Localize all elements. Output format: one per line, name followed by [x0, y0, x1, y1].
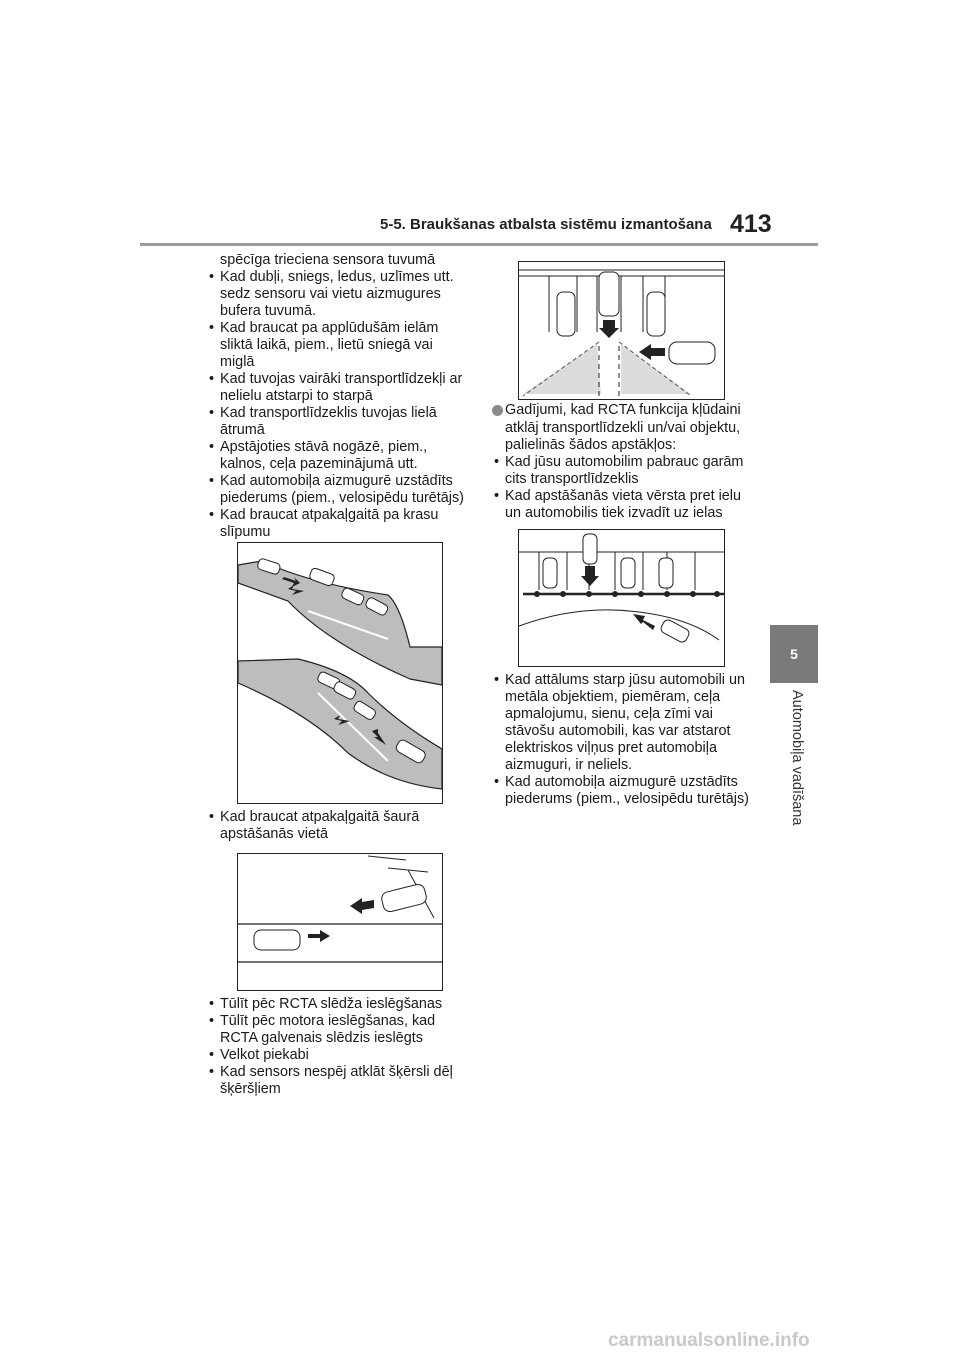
- list-item: • Kad braucat pa applūdušām ielām: [208, 320, 478, 337]
- list-item: • Kad jūsu automobilim pabrauc garām: [493, 454, 768, 471]
- list-item: • Kad automobiļa aizmugurē uzstādīts: [493, 774, 768, 791]
- text-line: spēcīga trieciena sensora tuvumā: [220, 252, 436, 268]
- chapter-number: 5: [790, 646, 798, 662]
- text-line: un automobilis tiek izvadīt uz ielas: [505, 505, 723, 521]
- list-item: • Velkot piekabi: [208, 1047, 478, 1064]
- text-line: palielinās šādos apstākļos:: [505, 437, 677, 453]
- right-text-block-1: [493, 402, 768, 522]
- text-line: nelielu atstarpi to starpā: [220, 388, 373, 404]
- left-text-block-3: [208, 996, 478, 1098]
- text-line: piederums (piem., velosipēdu turētājs): [505, 791, 749, 807]
- list-item: • Kad braucat atpakaļgaitā pa krasu: [208, 507, 478, 524]
- list-item: • Kad sensors nespēj atklāt šķērsli dēļ: [208, 1064, 478, 1081]
- list-item: • Kad braucat atpakaļgaitā šaurā: [208, 809, 478, 826]
- right-text-block-2: [493, 672, 768, 808]
- text-line: sedz sensoru vai vietu aizmugures: [220, 286, 441, 302]
- left-text-block-1: [208, 252, 478, 541]
- figure-parking-lot: [518, 261, 725, 400]
- text-line: cits transportlīdzeklis: [505, 471, 639, 487]
- list-item: • Kad automobiļa aizmugurē uzstādīts: [208, 473, 478, 490]
- text-line: bufera tuvumā.: [220, 303, 316, 319]
- list-item: • Kad transportlīdzeklis tuvojas lielā: [208, 405, 478, 422]
- text-line: apstāšanās vietā: [220, 826, 329, 842]
- chapter-label: Automobiļa vadīšana: [789, 690, 805, 826]
- section-title: 5-5. Braukšanas atbalsta sistēmu izmantošana: [380, 216, 712, 233]
- header-divider: [140, 243, 818, 246]
- text-line: kalnos, ceļa pazeminājumā utt.: [220, 456, 418, 472]
- list-item: • Kad attālums starp jūsu automobili un: [493, 672, 768, 689]
- text-line: metāla objektiem, piemēram, ceļa: [505, 689, 721, 705]
- text-line: ātrumā: [220, 422, 265, 438]
- list-item: • Tūlīt pēc RCTA slēdža ieslēgšanas: [208, 996, 478, 1013]
- text-line: slīpumu: [220, 524, 271, 540]
- list-item: • Kad tuvojas vairāki transportlīdzekļi ar: [208, 371, 478, 388]
- list-item: • Kad dubļi, sniegs, ledus, uzlīmes utt.: [208, 269, 478, 286]
- watermark: carmanualsonline.info: [608, 1330, 810, 1351]
- text-line: elektriskos viļņus pret automobiļa: [505, 740, 717, 756]
- page-number: 413: [730, 210, 772, 238]
- list-item: Gadījumi, kad RCTA funkcija kļūdaini: [493, 402, 768, 419]
- list-item: • Tūlīt pēc motora ieslēgšanas, kad: [208, 1013, 478, 1030]
- text-line: piederums (piem., velosipēdu turētājs): [220, 490, 464, 506]
- text-line: stāvošu automobili, kas var atstarot: [505, 723, 731, 739]
- left-text-block-2: [208, 809, 478, 843]
- text-line: miglā: [220, 354, 255, 370]
- text-line: atklāj transportlīdzekli un/vai objektu,: [505, 420, 741, 436]
- list-item: • Apstājoties stāvā nogāzē, piem.,: [208, 439, 478, 456]
- text-line: RCTA galvenais slēdzis ieslēgts: [220, 1030, 423, 1046]
- figure-narrow-parking: [237, 853, 443, 991]
- text-line: aizmuguri, ir neliels.: [505, 757, 633, 773]
- figure-steep-slope: [237, 542, 443, 804]
- figure-street-parking: [518, 529, 725, 667]
- text-line: šķēršļiem: [220, 1081, 281, 1097]
- text-line: apmalojumu, sienu, ceļa zīmi vai: [505, 706, 713, 722]
- list-item: • Kad apstāšanās vieta vērsta pret ielu: [493, 488, 768, 505]
- text-line: sliktā laikā, piem., lietū sniegā vai: [220, 337, 433, 353]
- chapter-tab[interactable]: [770, 625, 818, 683]
